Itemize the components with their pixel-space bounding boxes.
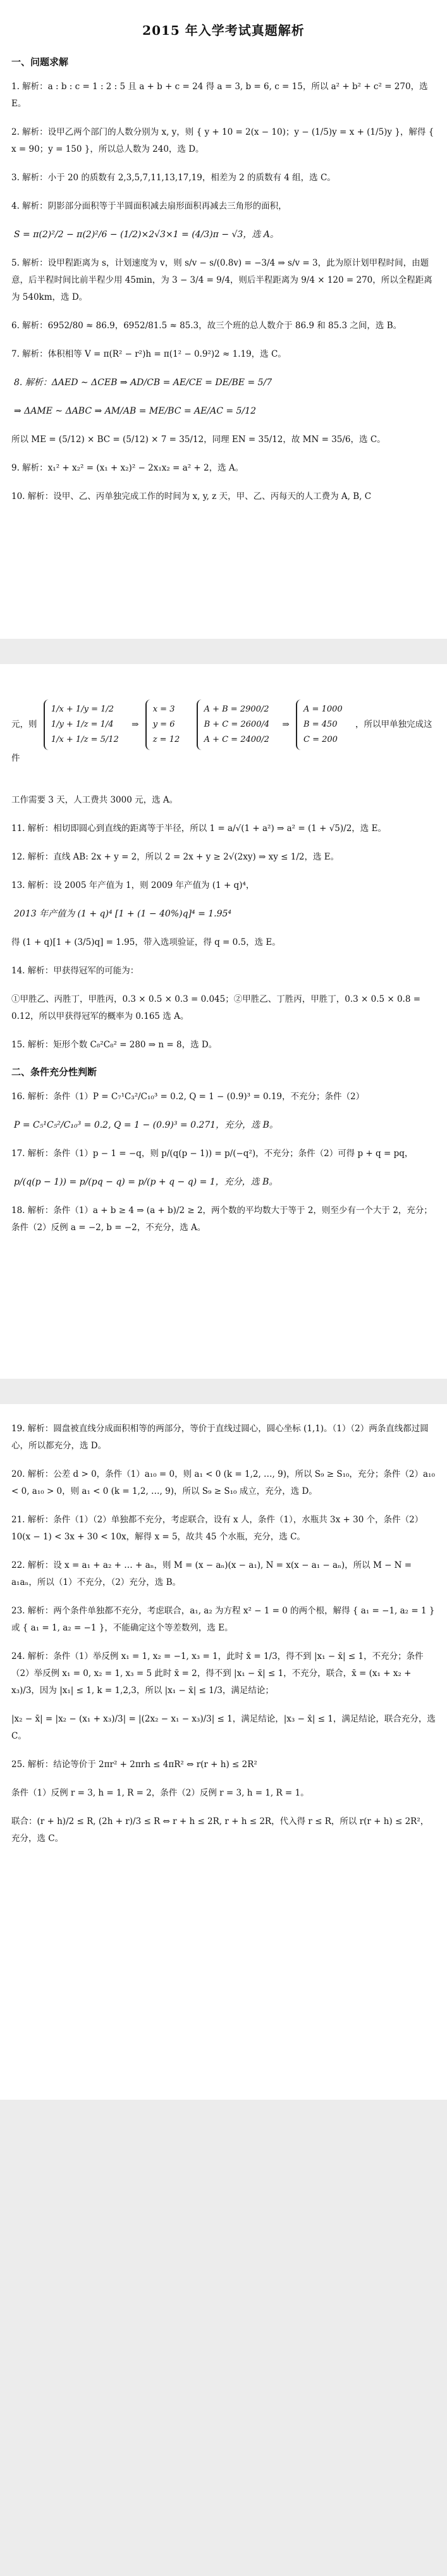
solution-8-line-1: 8. 解析：ΔAED ∼ ΔCEB ⇒ AD/CB = AE/CE = DE/BE = 5/7 [14,378,272,388]
page-2 [0,664,447,1379]
solution-23: 23. 解析：两个条件单独都不充分，考虑联合，a₁, a₂ 为方程 x² − 1 = 0 的两个根，解得 { a₁ = −1, a₂ = 1 } 或 { a₁ = 1, a₂ = −1 }，不能确定这个等差数列，选 E。 [11,1606,435,1633]
solution-14-line-2: ①甲胜乙、丙胜丁，甲胜丙，0.3 × 0.5 × 0.3 = 0.045；②甲胜乙、丁胜丙，甲胜丁，0.3 × 0.5 × 0.8 = 0.12，所以甲获得冠军的概率为 0.165 选 A。 [11,994,421,1021]
solution-1: 1. 解析：a : b : c = 1 : 2 : 5 且 a + b + c = 24 得 a = 3, b = 6, c = 15，所以 a² + b² + c² = 270，选 E。 [11,82,428,109]
solution-13-line-1: 13. 解析：设 2005 年产值为 1，则 2009 年产值为 (1 + q)⁴， [11,880,255,891]
section-heading-sufficiency: 二、条件充分性判断 [11,1066,97,1078]
solution-13-line-2: 2013 年产值为 (1 + q)⁴ [1 + (1 − 40%)q]⁴ = 1.95⁴ [14,909,232,919]
system-d-eq-3: C = 200 [303,735,338,744]
solution-21: 21. 解析：条件（1）（2）单独都不充分，考虑联合，设有 x 人，条件（1），水瓶共 3x + 30 个，条件（2）10(x − 1) < 3x + 30 < 10x，解得 x = 5，故共 45 个水瓶，充分，选 C。 [11,1515,424,1542]
system-a [44,699,125,750]
solution-16-line-2: P = C₅¹C₅²/C₁₀³ = 0.2, Q = 1 − (0.9)³ = 0.271，充分，选 B。 [14,1120,278,1130]
solution-16-line-1: 16. 解析：条件（1）P = C₇¹C₃²/C₁₀³ = 0.2, Q = 1 − (0.9)³ = 0.19，不充分；条件（2） [11,1092,365,1102]
system-c-eq-2: B + C = 2600/4 [204,720,270,729]
solution-5: 5. 解析：设甲程距离为 s，计划速度为 v，则 s/v − s/(0.8v) = −3/4 ⇒ s/v = 3，此为原计划甲程时间，由题意，后半程时间比前半程少用 45min，为 3 − 3/4 = 9/4，则后半程距离为 9/4 × 120 = 270，所以全程距离为 540km，选 D。 [11,258,432,302]
solution-4: 4. 解析：阴影部分面积等于半圆面积减去扇形面积再减去三角形的面积， [11,201,287,211]
solution-25-line-1: 25. 解析：结论等价于 2πr² + 2πrh ≤ 4πR² ⇔ r(r + h) ≤ 2R² [11,1759,257,1770]
system-a-eq-3: 1/x + 1/z = 5/12 [51,735,119,744]
solution-9: 9. 解析：x₁² + x₂² = (x₁ + x₂)² − 2x₁x₂ = a² + 2，选 A。 [11,463,244,473]
system-b [145,699,187,750]
solution-12: 12. 解析：直线 AB: 2x + y = 2，所以 2 = 2x + y ≥ 2√(2xy) ⇒ xy ≤ 1/2，选 E。 [11,852,340,862]
system-a-eq-2: 1/y + 1/z = 1/4 [51,720,114,729]
solution-8-line-2: ⇒ ΔAME ∼ ΔABC ⇒ AM/AB = ME/BC = AE/AC = 5/12 [14,406,256,416]
solution-13-line-3: 得 (1 + q)[1 + (3/5)q] = 1.95，带入选项验证，得 q = 0.5，选 E。 [11,937,281,947]
page-3 [0,1404,447,2100]
solution-24-line-2: |x₂ − x̄| = |x₂ − (x₁ + x₃)/3| = |(2x₂ − x₁ − x₃)/3| ≤ 1，满足结论，|x₃ − x̄| ≤ 1，满足结论，联合充分，选 C。 [11,1714,436,1741]
solution-25-line-3: 联合：(r + h)/2 ≤ R, (2h + r)/3 ≤ R ⇔ r + h ≤ 2R, r + h ≤ 2R，代入得 r ≤ R，所以 r(r + h) ≤ 2R²，充分，选 C。 [11,1816,429,1844]
system-b-eq-1: x = 3 [152,705,175,714]
solution-8-line-3: 所以 ME = (5/12) × BC = (5/12) × 7 = 35/12，同理 EN = 35/12，故 MN = 35/6，选 C。 [11,434,386,445]
solution-24-line-1: 24. 解析：条件（1）举反例 x₁ = 1, x₂ = −1, x₃ = 1，此时 x̄ = 1/3，得不到 |x₁ − x̄| ≤ 1，不充分；条件（2）举反例 x₁ = 0, x₂ = 1, x₃ = 5 此时 x̄ = 2，得不到 |x₁ − x̄| ≤ 1，不充分，联合，x̄ = (x₁ + x₂ + x₃)/3，因为 |x₁| ≤ 1, k = 1,2,3，所以 |x₁ − x̄| ≤ 1/3，满足结论； [11,1651,424,1696]
page-1 [0,0,447,639]
solution-25-line-2: 条件（1）反例 r = 3, h = 1, R = 2，条件（2）反例 r = 3, h = 1, R = 1。 [11,1788,309,1798]
solution-10-conclusion: 工作需要 3 天，人工费共 3000 元，选 A。 [11,795,178,805]
system-d [296,699,349,750]
solution-4-formula: S = π(2)²/2 − π(2)²/6 − (1/2)×2√3×1 = (4/3)π − √3，选 A。 [14,230,279,240]
solution-7: 7. 解析：体积相等 V = π(R² − r²)h = π(1² − 0.9²)2 ≈ 1.19，选 C。 [11,349,286,359]
document-title: 2015 年入学考试真题解析 [142,23,305,38]
solution-10-start: 10. 解析：设甲、乙、丙单独完成工作的时间为 x, y, z 天，甲、乙、丙每天的人工费为 A, B, C [11,491,372,502]
system-b-eq-3: z = 12 [152,735,180,744]
system-c-eq-1: A + B = 2900/2 [204,705,269,714]
system-d-eq-1: A = 1000 [303,705,343,714]
solution-2: 2. 解析：设甲乙两个部门的人数分别为 x, y，则 { y + 10 = 2(x − 10)；y − (1/5)y = x + (1/5)y }，解得 { x = 90；y = 150 }，所以总人数为 240，选 D。 [11,127,434,154]
system-c-eq-3: A + C = 2400/2 [204,735,269,744]
system-a-eq-1: 1/x + 1/y = 1/2 [51,705,114,714]
solution-6: 6. 解析：6952/80 ≈ 86.9，6952/81.5 ≈ 85.3，故三个班的总人数介于 86.9 和 85.3 之间，选 B。 [11,321,402,331]
solution-3: 3. 解析：小于 20 的质数有 2,3,5,7,11,13,17,19，相差为 2 的质数有 4 组，选 C。 [11,173,336,183]
solution-17-line-1: 17. 解析：条件（1）p − 1 = −q，则 p/(q(p − 1)) = p/(−q²)，不充分；条件（2）可得 p + q = pq， [11,1149,413,1159]
section-heading-problem-solving: 一、问题求解 [11,56,69,68]
solution-15: 15. 解析：矩形个数 C₈²C₈² = 280 ⇒ n = 8，选 D。 [11,1040,217,1050]
solution-19: 19. 解析：圆盘被直线分成面积相等的两部分，等价于直线过圆心，圆心坐标 (1,1)。（1）（2）两条直线都过圆心，所以都充分，选 D。 [11,1424,429,1451]
solution-17-line-2: p/(q(p − 1)) = p/(pq − q) = p/(p + q − q) = 1，充分，选 B。 [14,1177,278,1187]
solution-20: 20. 解析：公差 d > 0，条件（1）a₁₀ = 0，则 a₁ < 0 (k = 1,2, …, 9)，所以 S₉ ≥ S₁₀，充分；条件（2）a₁₀ < 0, a₁₀ > 0，则 a₁ < 0 (k = 1,2, …, 9)，所以 S₉ ≥ S₁₀ 成立，充分，选 D。 [11,1469,435,1496]
solution-22: 22. 解析：设 x = a₁ + a₂ + … + aₙ，则 M = (x − aₙ)(x − a₁), N = x(x − a₁ − aₙ)，所以 M − N = a₁aₙ，所以（1）不充分，（2）充分，选 B。 [11,1560,412,1587]
solution-10-system: 元，则 1/x + 1/y = 1/2 1/y + 1/z = 1/4 1/x + 1/z = 5/12 ⇒ x = 3 y = 6 z = 12 A + B = 2900/2 B + C = 2600/4 A + C = 2400/2 ⇒ A = 1000 B = 450 C = 200 ，所以甲单独完成这件 [11,699,436,767]
system-lead: 元，则 [11,719,37,730]
solution-14-line-1: 14. 解析：甲获得冠军的可能为： [11,966,139,976]
solution-18: 18. 解析：条件（1）a + b ≥ 4 ⇒ (a + b)/2 ≥ 2，两个数的平均数大于等于 2，则至少有一个大于 2，充分；条件（2）反例 a = −2, b = −2，不充分，选 A。 [11,1205,432,1233]
system-c [197,699,276,750]
system-tail: ，所以甲单独完成这件 [11,719,432,763]
system-b-eq-2: y = 6 [152,720,175,729]
system-d-eq-2: B = 450 [303,720,338,729]
solution-11: 11. 解析：相切即圆心到直线的距离等于半径，所以 1 = a/√(1 + a²) ⇒ a² = (1 + √5)/2，选 E。 [11,823,386,834]
